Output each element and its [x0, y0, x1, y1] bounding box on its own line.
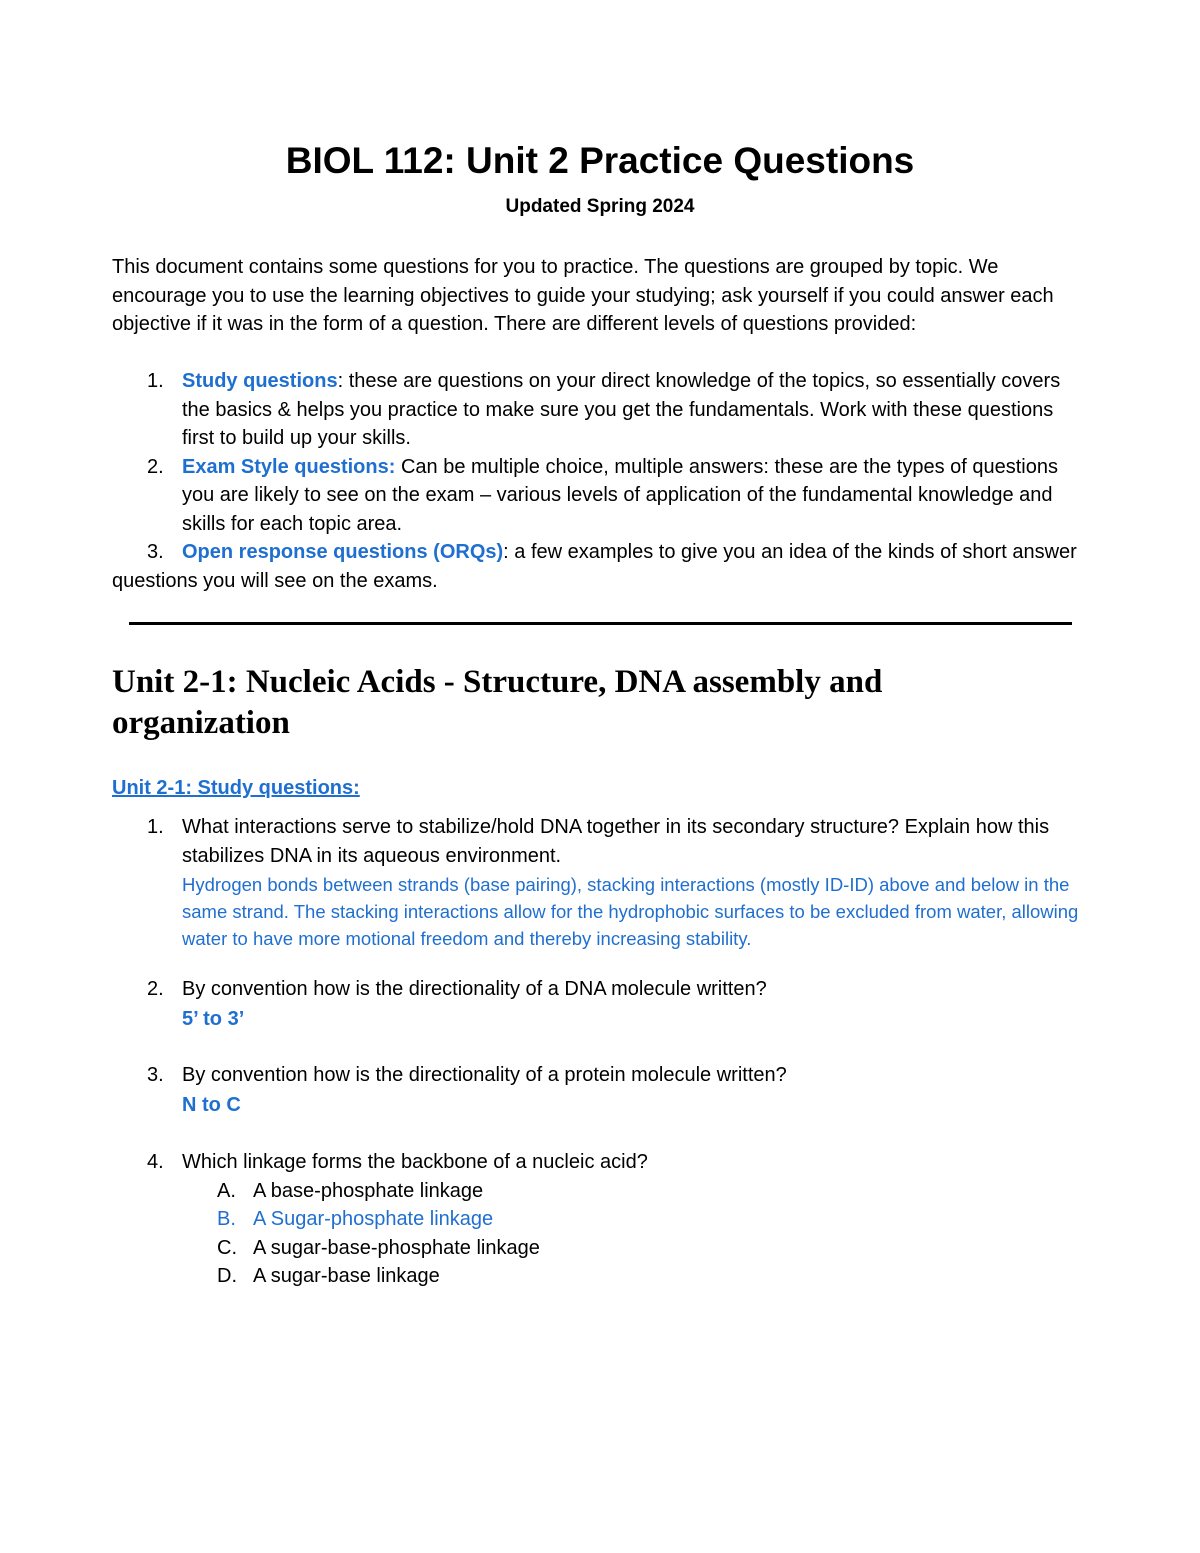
option-letter: D.	[217, 1265, 237, 1287]
question-number: 4.	[147, 1151, 164, 1173]
horizontal-divider	[129, 622, 1072, 625]
option-item	[112, 1177, 1102, 1206]
level-description: Can be multiple choice, multiple answers: these are the types of questions you are likely to see on the exam – various levels of application of the fundamental knowledge and skills for each topic area.	[182, 455, 1058, 535]
question-item	[112, 975, 1102, 1034]
answer-text: N to C	[182, 1093, 241, 1116]
intro-paragraph: This document contains some questions for you to practice. The questions are grouped by topic. We encourage you to use the learning objectives to guide your studying; ask yourself if you could answer each objective if it was in the form of a question. There are different levels of questions provided:	[112, 256, 1054, 335]
option-letter: B.	[217, 1208, 236, 1230]
question-text: By convention how is the directionality of a DNA molecule written?	[182, 978, 767, 1000]
question-item	[112, 1061, 1102, 1120]
level-number: 3.	[147, 541, 164, 563]
level-keyword: Study questions	[182, 370, 338, 392]
question-item	[112, 813, 1102, 952]
answer-options	[112, 1177, 1102, 1291]
option-text: A base-phosphate linkage	[253, 1179, 484, 1202]
question-text: What interactions serve to stabilize/hold DNA together in its secondary structure? Explain how this stabilizes DNA in its aqueous environment.	[182, 816, 1050, 867]
option-letter: A.	[217, 1179, 236, 1202]
option-item	[112, 1205, 1102, 1234]
level-keyword: Exam Style questions:	[182, 455, 396, 478]
answer-text: Hydrogen bonds between strands (base pairing), stacking interactions (mostly ID-ID) above and below in the same strand. The stacking interactions allow for the hydrophobic surfaces to be excluded from water, allowing water to have more motional freedom and thereby increasing stability.	[182, 874, 1079, 949]
level-item-open-response	[112, 538, 1087, 595]
level-keyword: Open response questions (ORQs)	[182, 541, 504, 563]
option-text: A Sugar-phosphate linkage	[253, 1208, 494, 1230]
question-levels-list	[112, 367, 1087, 595]
question-text: Which linkage forms the backbone of a nucleic acid?	[182, 1151, 648, 1173]
level-item-exam-style	[112, 453, 1087, 539]
level-item-study	[112, 367, 1087, 453]
question-number: 2.	[147, 978, 164, 1000]
unit-heading: Unit 2-1: Nucleic Acids - Structure, DNA assembly and organization	[112, 664, 883, 741]
option-letter: C.	[217, 1236, 237, 1259]
question-number: 3.	[147, 1064, 164, 1086]
option-text: A sugar-base-phosphate linkage	[253, 1236, 540, 1259]
document-subtitle: Updated Spring 2024	[505, 196, 695, 217]
question-item	[112, 1148, 1102, 1291]
level-description: : these are questions on your direct knowledge of the topics, so essentially covers the basics & helps you practice to make sure you get the fundamentals. Work with these questions first to build up your skills.	[182, 370, 1061, 449]
level-number: 1.	[147, 370, 164, 392]
document-title: BIOL 112: Unit 2 Practice Questions	[285, 140, 915, 181]
option-item	[112, 1234, 1102, 1263]
study-questions-link[interactable]: Unit 2-1: Study questions:	[112, 777, 360, 799]
answer-text: 5’ to 3’	[182, 1007, 245, 1030]
question-number: 1.	[147, 816, 164, 838]
question-text: By convention how is the directionality of a protein molecule written?	[182, 1064, 787, 1086]
option-text: A sugar-base linkage	[253, 1265, 440, 1287]
level-description: : a few examples to give you an idea of the kinds of short answer questions you will see on the exams.	[112, 541, 1077, 592]
level-number: 2.	[147, 455, 164, 478]
option-item	[112, 1262, 1102, 1291]
